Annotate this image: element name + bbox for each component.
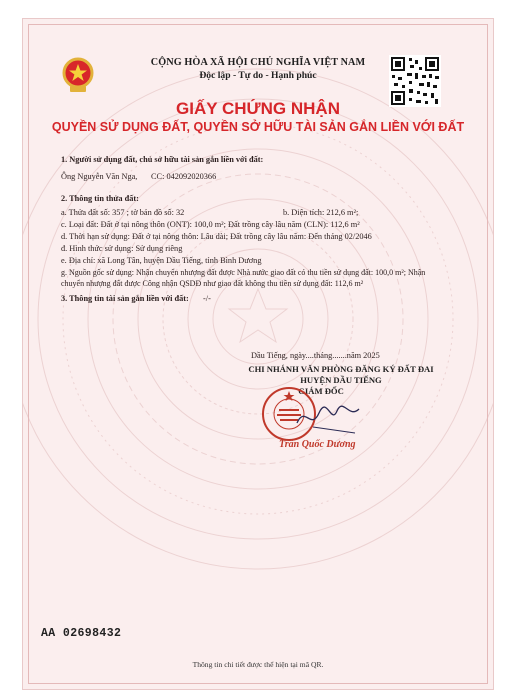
usage-term: d. Thời hạn sử dụng: Đất ở tại nông thôn: Lâu dài; Đất trồng cây lâu năm: Đến tháng 02/2046 xyxy=(61,232,372,241)
usage-origin-continued: chuyển nhượng đất được Công nhận QSDĐ như giao đất không thu tiền sử dụng đất: 112,6 m² xyxy=(61,279,364,288)
national-motto: Độc lập - Tự do - Hạnh phúc xyxy=(199,70,317,81)
signer-title: GIÁM ĐỐC xyxy=(298,386,344,396)
issue-date: Dầu Tiếng, ngày....tháng.......năm 2025 xyxy=(251,351,380,360)
certificate-title: GIẤY CHỨNG NHẬN xyxy=(176,99,340,118)
issuing-office: CHI NHÁNH VĂN PHÒNG ĐĂNG KÝ ĐẤT ĐAI xyxy=(248,364,434,374)
usage-origin: g. Nguồn gốc sử dụng: Nhận chuyển nhượng đất được Nhà nước giao đất có thu tiền sử dụng đất: 100,0 m²; Nhận xyxy=(61,268,426,277)
parcel-area: b. Diện tích: 212,6 m²; xyxy=(283,208,359,217)
certificate-page xyxy=(22,18,494,690)
section-3-heading: 3. Thông tin tài sản gắn liền với đất: xyxy=(61,294,189,303)
section-1-heading: 1. Người sử dụng đất, chủ sở hữu tài sản gắn liền với đất: xyxy=(61,155,264,164)
qr-footer-note: Thông tin chi tiết được thể hiện tại mã QR. xyxy=(192,660,324,669)
owner-name: Ông Nguyễn Văn Nga, xyxy=(61,172,138,181)
parcel-address: e. Địa chỉ: xã Long Tân, huyện Dầu Tiếng, tỉnh Bình Dương xyxy=(61,256,262,265)
issuing-office-district: HUYỆN DẦU TIẾNG xyxy=(300,375,382,385)
section-2-heading: 2. Thông tin thửa đất: xyxy=(61,194,139,203)
handwritten-signature xyxy=(293,397,363,437)
signer-name: Trần Quốc Dương xyxy=(279,439,356,450)
certificate-serial-number: AA 02698432 xyxy=(41,627,122,640)
land-type: c. Loại đất: Đất ở tại nông thôn (ONT): 100,0 m²; Đất trồng cây lâu năm (CLN): 112,6 m² xyxy=(61,220,360,229)
attached-assets-value: -/- xyxy=(203,294,211,303)
parcel-number: a. Thửa đất số: 357 ; tờ bản đồ số: 32 xyxy=(61,208,185,217)
usage-form: đ. Hình thức sử dụng: Sử dụng riêng xyxy=(61,244,183,253)
certificate-subtitle: QUYỀN SỬ DỤNG ĐẤT, QUYỀN SỞ HỮU TÀI SẢN GẮN LIỀN VỚI ĐẤT xyxy=(51,120,465,134)
nation-name: CỘNG HÒA XÃ HỘI CHỦ NGHĨA VIỆT NAM xyxy=(150,57,366,68)
owner-id: CC: 042092020366 xyxy=(151,172,217,181)
